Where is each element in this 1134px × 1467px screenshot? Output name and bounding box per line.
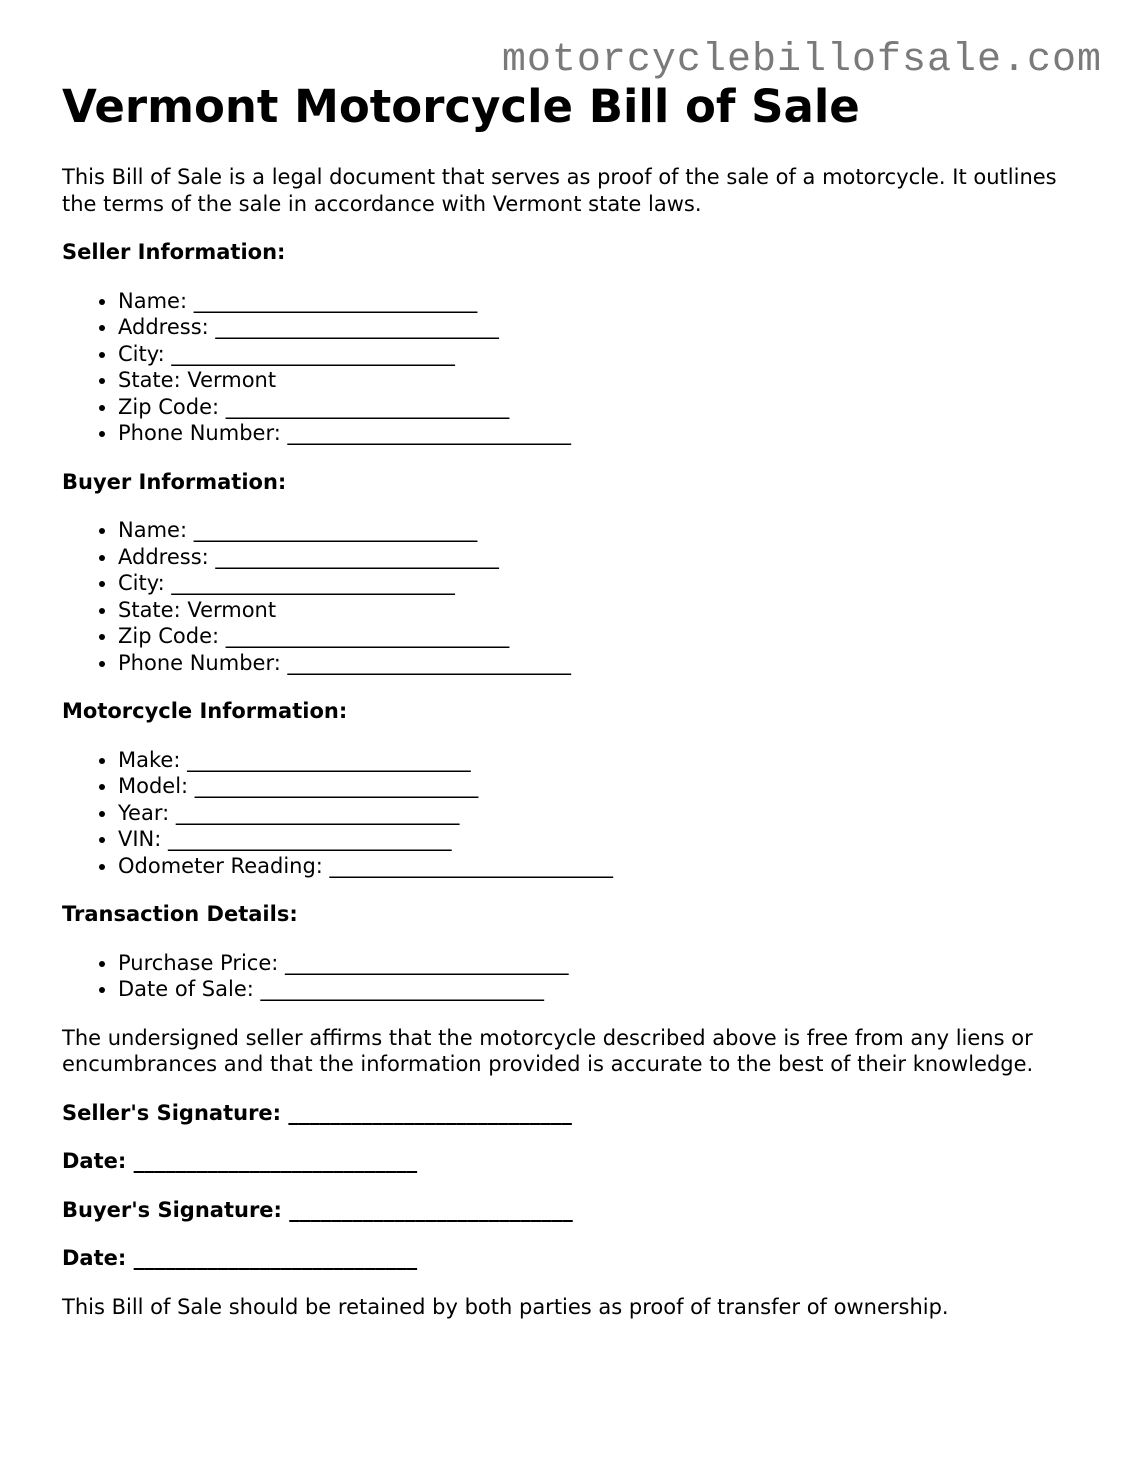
motorcycle-vin-field: • VIN: ___________________________ xyxy=(118,826,1072,853)
buyer-phone-field: • Phone Number: ___________________________ xyxy=(118,650,1072,677)
motorcycle-section-heading: Motorcycle Information: xyxy=(62,699,348,723)
buyer-zip-field: • Zip Code: ___________________________ xyxy=(118,623,1072,650)
seller-phone-field: • Phone Number: ___________________________ xyxy=(118,420,1072,447)
buyer-name-field: • Name: ___________________________ xyxy=(118,517,1072,544)
date-of-sale-field: • Date of Sale: ___________________________ xyxy=(118,976,1072,1003)
seller-section-heading: Seller Information: xyxy=(62,240,286,264)
motorcycle-model-field: • Model: ___________________________ xyxy=(118,773,1072,800)
transaction-section-heading: Transaction Details: xyxy=(62,902,298,926)
motorcycle-make-field: • Make: ___________________________ xyxy=(118,747,1072,774)
seller-field-list xyxy=(62,288,1072,447)
seller-name-field: • Name: ___________________________ xyxy=(118,288,1072,315)
motorcycle-year-field: • Year: ___________________________ xyxy=(118,800,1072,827)
buyer-section-heading: Buyer Information: xyxy=(62,469,287,494)
document-title: Vermont Motorcycle Bill of Sale xyxy=(62,80,860,133)
affirmation-paragraph: The undersigned seller affirms that the motorcycle described above is free from any liens or encumbrances and that the information provided is accurate to the best of their knowledge. xyxy=(62,1025,1034,1076)
seller-zip-field: • Zip Code: ___________________________ xyxy=(118,394,1072,421)
seller-state-field: • State: Vermont xyxy=(118,367,1072,394)
seller-date-line: Date: ___________________________ xyxy=(62,1149,418,1173)
intro-paragraph: This Bill of Sale is a legal document that serves as proof of the sale of a motorcycle. It outlines the terms of the sale in accordance with Vermont state laws. xyxy=(62,165,1057,216)
motorcycle-odometer-field: • Odometer Reading: ___________________________ xyxy=(118,853,1072,880)
buyer-signature-line: Buyer's Signature: ___________________________ xyxy=(62,1197,573,1222)
seller-city-field: • City: ___________________________ xyxy=(118,341,1072,368)
document-body xyxy=(62,164,1072,1320)
motorcycle-field-list xyxy=(62,747,1072,880)
purchase-price-field: • Purchase Price: ___________________________ xyxy=(118,950,1072,977)
closing-paragraph: This Bill of Sale should be retained by both parties as proof of transfer of ownership. xyxy=(62,1294,949,1319)
buyer-city-field: • City: ___________________________ xyxy=(118,570,1072,597)
buyer-address-field: • Address: ___________________________ xyxy=(118,544,1072,571)
seller-address-field: • Address: ___________________________ xyxy=(118,314,1072,341)
seller-signature-line: Seller's Signature: ___________________________ xyxy=(62,1100,572,1125)
site-watermark: motorcyclebillofsale.com xyxy=(501,38,1102,83)
buyer-date-line: Date: ___________________________ xyxy=(62,1246,418,1270)
buyer-field-list xyxy=(62,517,1072,676)
buyer-state-field: • State: Vermont xyxy=(118,597,1072,624)
transaction-field-list xyxy=(62,950,1072,1003)
